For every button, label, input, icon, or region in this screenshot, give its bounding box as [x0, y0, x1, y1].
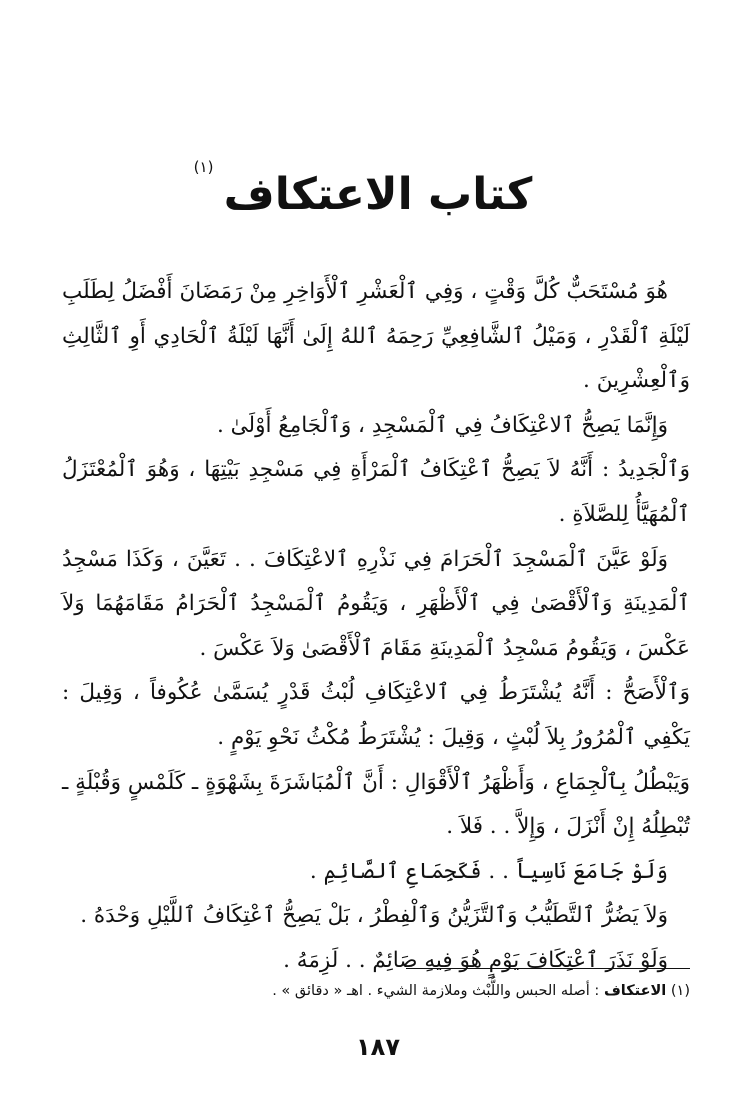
paragraph: وَإِنَّمَا يَصِحُّ ٱلاعْتِكَافُ فِي ٱلْمَسْجِدِ ، وَٱلْجَامِعُ أَوْلَىٰ . [216, 412, 668, 438]
footnote-divider [406, 968, 690, 969]
footnote [62, 980, 690, 1002]
paragraph: وَلَوْ جَامَعَ نَاسِياً . . فَكَجِمَاعِ ٱلصَّائِمِ . [309, 858, 668, 884]
title-footnote-marker: (١) [193, 158, 214, 176]
paragraph: وَٱلْأَصَحُّ : أَنَّهُ يُشْتَرَطُ فِي ٱلاعْتِكَافِ لُبْثُ قَدْرٍ يُسَمَّىٰ عُكُوفاً ، وَقِيلَ : يَكْفِي ٱلْمُرُورُ بِلاَ لُبْثٍ ، وَقِيلَ : يُشْتَرَطُ مُكْثُ نَحْوِ يَوْمٍ . [62, 680, 690, 750]
chapter-title-text: كتاب الاعتكاف [223, 169, 533, 220]
chapter-title [193, 158, 533, 230]
paragraph: وَلاَ يَضُرُّ ٱلتَّطَيُّبُ وَٱلتَّزَيُّنُ وَٱلْفِطْرُ ، بَلْ يَصِحُّ ٱعْتِكَافُ ٱللَّيْلِ وَحْدَهُ . [80, 903, 668, 929]
footnote-term: الاعتكاف [603, 983, 667, 999]
chapter-heading [0, 160, 756, 230]
paragraph: وَلَوْ نَذَرَ ٱعْتِكَافَ يَوْمٍ هُوَ فِيهِ صَائِمٌ . . لَزِمَهُ . [283, 947, 668, 973]
page-number: ١٨٧ [356, 1033, 400, 1061]
paragraph: وَيَبْطُلُ بِٱلْجِمَاعِ ، وَأَظْهَرُ ٱلْأَقْوَالِ : أَنَّ ٱلْمُبَاشَرَةَ بِشَهْوَةٍ ـ كَلَمْسٍ وَقُبْلَةٍ ـ تُبْطِلُهُ إِنْ أَنْزَلَ ، وَإِلاَّ . . فَلاَ . [62, 769, 690, 840]
paragraph: وَلَوْ عَيَّنَ ٱلْمَسْجِدَ ٱلْحَرَامَ فِي نَذْرِهِ ٱلاعْتِكَافَ . . تَعَيَّنَ ، وَكَذَا مَسْجِدُ ٱلْمَدِينَةِ وَٱلْأَقْصَىٰ فِي ٱلْأَظْهَرِ ، وَيَقُومُ ٱلْمَسْجِدُ ٱلْحَرَامُ مَقَامَهُمَا وَلاَ عَكْسَ ، وَيَقُومُ مَسْجِدُ ٱلْمَدِينَةِ مَقَامَ ٱلْأَقْصَىٰ وَلاَ عَكْسَ . [62, 546, 690, 661]
main-text [62, 270, 690, 984]
paragraph: هُوَ مُسْتَحَبٌّ كُلَّ وَقْتٍ ، وَفِي ٱلْعَشْرِ ٱلْأَوَاخِرِ مِنْ رَمَضَانَ أَفْضَلُ لِطَلَبِ لَيْلَةِ ٱلْقَدْرِ ، وَمَيْلُ ٱلشَّافِعِيِّ رَحِمَهُ ٱللهُ إِلَىٰ أَنَّهَا لَيْلَةُ ٱلْحَادِي أَوِ ٱلثَّالِثِ وَٱلْعِشْرِينَ . [62, 279, 690, 394]
footnote-text: : أصله الحبس واللُّبْث وملازمة الشيء . اهـ « دقائق » . [272, 983, 600, 999]
footnote-marker: (١) [670, 983, 690, 999]
paragraph: وَٱلْجَدِيدُ : أَنَّهُ لاَ يَصِحُّ ٱعْتِكَافُ ٱلْمَرْأَةِ فِي مَسْجِدِ بَيْتِهَا ، وَهُوَ ٱلْمُعْتَزَلُ ٱلْمُهَيَّأُ لِلصَّلاَةِ . [62, 457, 690, 527]
